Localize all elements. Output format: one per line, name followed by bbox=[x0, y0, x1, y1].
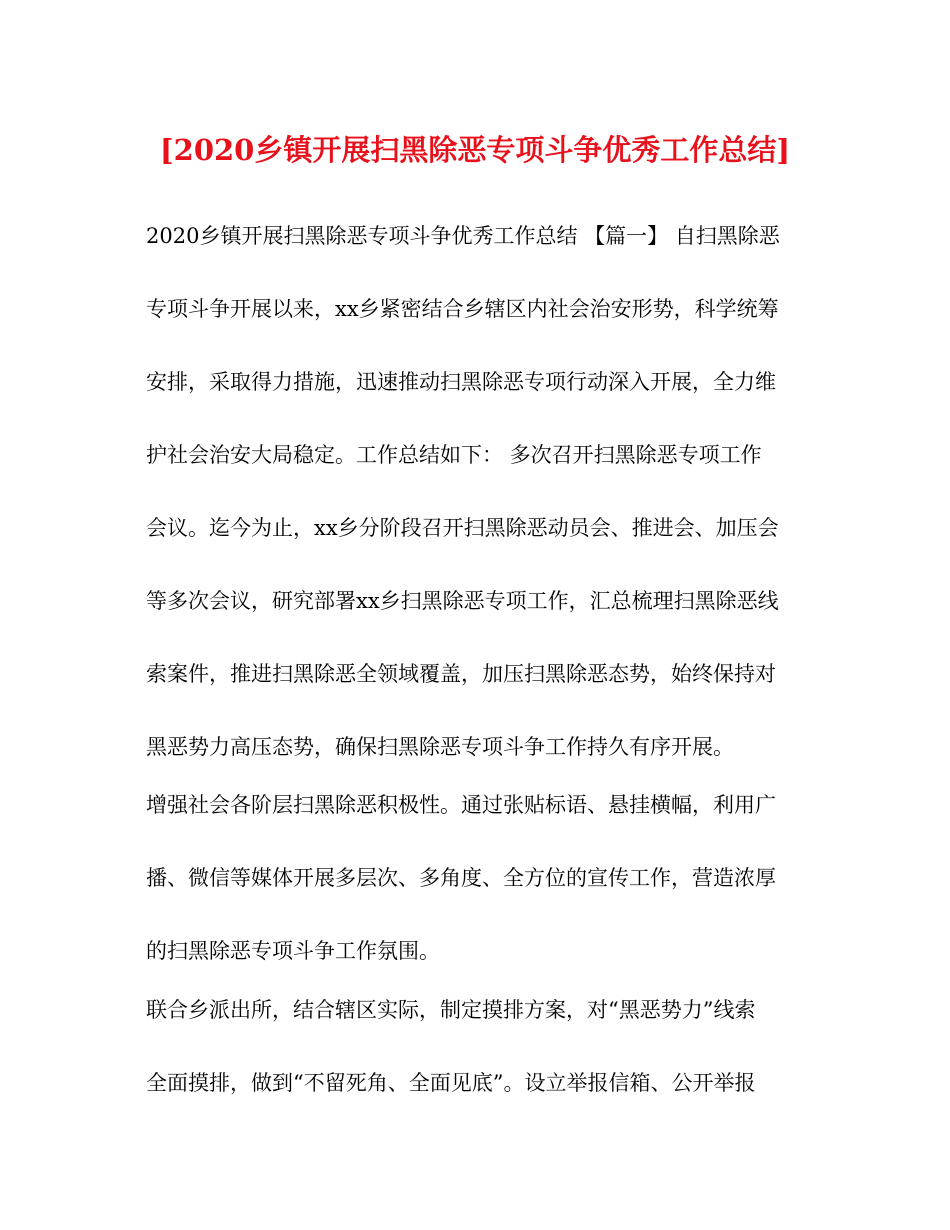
body-line-4: 护社会治安大局稳定。工作总结如下： 多次召开扫黑除恶专项工作 bbox=[146, 443, 762, 467]
body-line-9: 增强社会各阶层扫黑除恶积极性。通过张贴标语、悬挂横幅，利用广 bbox=[146, 793, 776, 817]
document-title: [2020乡镇开展扫黑除恶专项斗争优秀工作总结] bbox=[159, 133, 791, 167]
body-line-8: 黑恶势力高压态势，确保扫黑除恶专项斗争工作持久有序开展。 bbox=[146, 735, 734, 759]
body-line-1: 2020乡镇开展扫黑除恶专项斗争优秀工作总结 【篇一】 自扫黑除恶 bbox=[146, 224, 780, 248]
body-line-13: 全面摸排，做到“不留死角、全面见底”。设立举报信箱、公开举报 bbox=[146, 1071, 756, 1095]
body-line-11: 的扫黑除恶专项斗争工作氛围。 bbox=[146, 939, 440, 963]
body-line-3: 安排，采取得力措施，迅速推动扫黑除恶专项行动深入开展，全力维 bbox=[146, 370, 776, 394]
body-line-2: 专项斗争开展以来，xx乡紧密结合乡辖区内社会治安形势，科学统筹 bbox=[146, 297, 779, 321]
body-line-10: 播、微信等媒体开展多层次、多角度、全方位的宣传工作，营造浓厚 bbox=[146, 866, 776, 890]
body-line-7: 索案件，推进扫黑除恶全领域覆盖，加压扫黑除恶态势，始终保持对 bbox=[146, 662, 776, 686]
body-line-12: 联合乡派出所，结合辖区实际，制定摸排方案，对“黑恶势力”线索 bbox=[146, 998, 756, 1022]
body-line-5: 会议。迄今为止，xx乡分阶段召开扫黑除恶动员会、推进会、加压会 bbox=[146, 516, 779, 540]
body-line-6: 等多次会议，研究部署xx乡扫黑除恶专项工作，汇总梳理扫黑除恶线 bbox=[146, 589, 779, 613]
